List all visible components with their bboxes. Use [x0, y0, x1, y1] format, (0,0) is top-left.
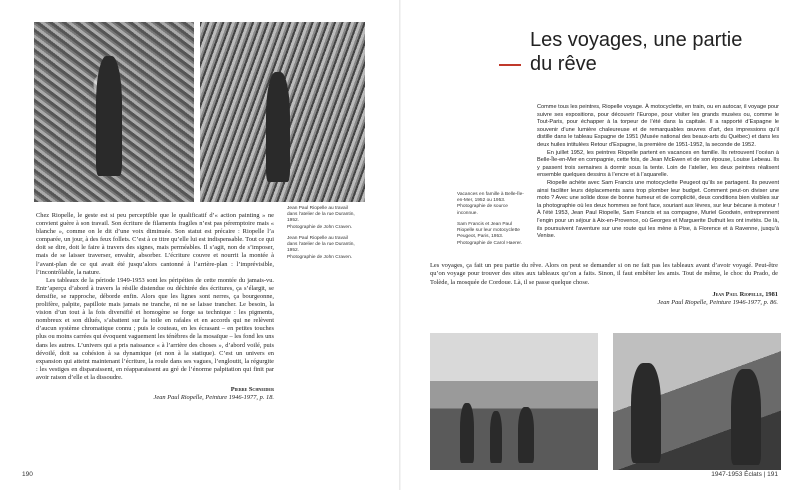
quote-text: Les voyages, ça fait un peu partie du rêve. Alors on peut se demander si on ne fait pas les tableaux avant d’avoir voyagé. Peut-être qu’on voyage pour trouver des sites aux tableaux qu’on a faits. Sinon, il faut embêter les amis. Tout de même, le choc du Prado, de Tolède, la mosquée de Cordoue. Là, il se passe quelque chose. — [430, 262, 778, 286]
left-text-column — [36, 212, 274, 402]
photo-riopelle-studio-1 — [34, 22, 194, 202]
caption-line: Photographie de John Craven. — [287, 254, 353, 260]
title-accent-bar — [499, 64, 521, 66]
caption-line: 1952. — [287, 248, 300, 254]
photo-motorcycle — [613, 333, 781, 470]
caption-line: Jean Paul Riopelle au travail — [287, 236, 348, 241]
chapter-title: Les voyages, une partie du rêve — [530, 29, 743, 75]
page-gutter — [399, 0, 401, 490]
caption-line: Vacances en famille à Belle-Île- — [457, 192, 524, 197]
quote-attribution — [430, 291, 778, 308]
caption-line: dans l’atelier de la rue Durantin, — [287, 212, 355, 218]
quote-source: Jean Paul Riopelle, Peinture 1946-1977, p. 86. — [657, 299, 778, 307]
caption-line: en-Mer, 1952 ou 1953. — [457, 198, 506, 204]
attribution-author: Pierre Schneider — [230, 385, 274, 393]
caption-line: Riopelle sur leur motocyclette — [457, 228, 520, 234]
caption-line: Sam Francis et Jean Paul — [457, 222, 512, 227]
page-number-right: 1947-1953 Éclats | 191 — [711, 471, 778, 478]
photo-riopelle-studio-2 — [200, 22, 365, 202]
left-paragraph-2: Les tableaux de la période 1949-1953 sont les péripéties de cette montée du jamais-vu. Entr’aperçu d’abord à travers la résille distendue ou déchirée des écritures, ça s’élargit, se densifie, se rapproche, déborde enfin. Alors que les lignes sont nerres, ça bourgeonne, prolifère, palpite, papillote mais jamais ne tranche, ni ne se laisse trancher. Le besoin, la vision d’un tout à la fois diversifié et homogène se forge sa technique : les pigments, nombreux et son dilués, s’abattent sur la toile en rafales et en accords qui ne relèvent d’aucun système chromatique connu ; puis le couteau, en les écrasant – en petites touches plus ou moins carrées qui évoquent vaguement les ténèbres de la mosaïque – les fond les uns dans les autres. L’univers qui a pris naissance « à l’arrière des choses », d’abord voilé, puis dévoilé, doit sa cohésion à sa dynamique (et non à la statique). C’est un univers en expansion qui atteint maintenant l’écriture, la roule dans ses vagues, l’engloutit, la régurgite : les vestiges en disparaissent, en réapparaissent au gré de l’énorme palpitation qui finit par avoir raison d’elle et la dissoudre. — [36, 276, 274, 381]
caption-motorcycle — [457, 222, 527, 247]
caption-line: inconnue. — [457, 210, 478, 216]
caption-line: Peugeot, Paris, 1953. — [457, 234, 504, 240]
caption-line: 1952. — [287, 218, 300, 224]
right-paragraph-1: Comme tous les peintres, Riopelle voyage. À motocyclette, en train, ou en autocar, il voyage pour suivre ses expositions, pour découvrir l’Europe, pour visiter les grands musées ou, comme le Tout-Paris, pour échapper à la torpeur de l’été dans la capitale. Il a rapporté d’Espagne le souvenir d’une lumière chaleureuse et de remarquables œuvres d’art, des impressions qu’il distille dans le tableau Espagne de 1951 (Musée national des beaux-arts du Québec) et dans les deux huiles intitulées Retour d’Espagne, la première de 1951-1952, la seconde de 1952. — [537, 104, 779, 148]
caption-family-vacation — [457, 192, 527, 217]
right-paragraph-2: En juillet 1952, les peintres Riopelle partent en vacances en famille. Ils retrouvent l’océan à Belle-Île-en-Mer en compagnie, cette fois, de Jean McEwen et de son épouse, Louise Lebeau. Ils y passent trois semaines à dormir sous la tente. Loin de l’atelier, les deux peintres réalisent ensemble quelques dessins à l’encre et à l’aquarelle. — [537, 149, 779, 179]
caption-line: Photographie de Carol Haerer. — [457, 240, 523, 246]
page-number-left: 190 — [22, 471, 33, 478]
caption-line: dans l’atelier de la rue Durantin, — [287, 242, 355, 248]
left-attribution — [36, 386, 274, 402]
caption-studio-2 — [287, 236, 375, 261]
photo-family-vacation — [430, 333, 598, 470]
right-paragraph-3: Riopelle achète avec Sam Francis une motocyclette Peugeot qu’ils se partagent. Ils peuvent ainsi faciliter leurs déplacements sans trop plomber leur budget. Comment peut-on diviser une moto ? Avec une solide dose de bonne humeur et de complicité, deux conditions bien visibles sur la photographie où les deux hommes se font face, souriant aux lèvres, sur leur bécane à moteur ! À l’été 1953, Jean Paul Riopelle, Sam Francis et sa compagne, Muriel Goodwin, entreprennent l’engin pour un séjour à Aix-en-Provence, où Georges et Marguerite Duthuit les ont invités. De là, ils poursuivent l’aventure sur une route qui les mène à Pise, à Florence et à Ravenne, jusqu’à Venise. — [537, 179, 779, 240]
quote-author: Jean Paul Riopelle, 1981 — [712, 290, 778, 298]
caption-studio-1 — [287, 206, 375, 231]
caption-line: Photographie de source — [457, 204, 508, 210]
left-paragraph-1: Chez Riopelle, le geste est si peu perceptible que le qualificatif d’« action painting » ne convient guère à son travail. Son écriture de filaments fragiles n’est pas péremptoire mais « blanche », comme on le dit d’une voix diminuée. Son statut est précaire : Riopelle l’a comparée, un jour, à des feux follets. C’est à ce titre qu’elle lui est indispensable. Tout ce qui doit se dire, doit le faire à travers des signes, mais perméables. Il s’agit, non de s’imposer, mais de se laisser traverser, envahir, absorber. L’écriture couvre et nourrit la montée à l’avant-plan de ce qui avait été jusqu’alors cantonné à l’arrière-plan : l’imprévisible, l’incontrôlable, la nature. — [36, 212, 274, 276]
quote-block — [430, 262, 778, 307]
caption-line: Photographie de John Craven. — [287, 224, 353, 230]
caption-line: Jean Paul Riopelle au travail — [287, 206, 348, 211]
attribution-source: Jean Paul Riopelle, Peinture 1946-1977, p. 18. — [153, 394, 274, 402]
right-text-column — [537, 104, 779, 241]
